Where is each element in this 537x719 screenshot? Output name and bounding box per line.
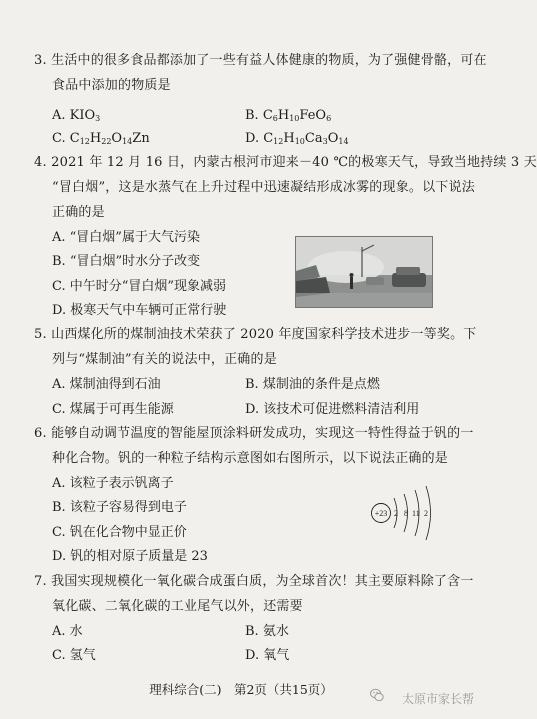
- q4-option-d: D. 极寒天气中车辆可正常行驶: [52, 303, 227, 318]
- q3-stem-line2: 食品中添加的物质是: [52, 78, 171, 93]
- q5-option-a: A. 煤制油得到石油: [52, 377, 161, 392]
- q6-option-c: C. 钒在化合物中显正价: [52, 525, 187, 540]
- q7-option-d: D. 氧气: [245, 648, 290, 663]
- q3-stem-line1: 3. 生活中的很多食品都添加了一些有益人体健康的物质，为了强健骨骼，可在: [34, 53, 487, 68]
- wechat-logo-icon: [370, 688, 384, 702]
- q4-stem-line3: 正确的是: [52, 205, 105, 220]
- shell-3-electrons: 11: [412, 509, 420, 518]
- q3-option-d: D. $C_{12}H_{10}Ca_3O_{14}$: [245, 131, 349, 146]
- page-footer: 理科综合(二) 第2页（共15页）: [149, 682, 333, 697]
- q6-option-b: B. 该粒子容易得到电子: [52, 500, 187, 515]
- q5-option-d: D. 该技术可促进燃料清洁利用: [245, 402, 420, 417]
- q5-stem-line1: 5. 山西煤化所的煤制油技术荣获了 2020 年度国家科学技术进步一等奖。下: [34, 327, 477, 342]
- q3-option-a: A. $KIO_3$: [52, 108, 101, 123]
- q6-option-d: D. 钒的相对原子质量是 23: [52, 549, 208, 564]
- shell-1-electrons: 2: [394, 509, 398, 518]
- nucleus-charge: +23: [374, 509, 388, 518]
- q5-stem-line2: 列与“煤制油”有关的说法中，正确的是: [52, 352, 277, 367]
- watermark-text: 太原市家长帮: [401, 692, 474, 706]
- q3-option-b: B. $C_6H_{10}FeO_6$: [245, 108, 332, 123]
- q4-option-a: A. “冒白烟”属于大气污染: [52, 230, 200, 245]
- vanadium-atom-structure-diagram: [370, 480, 440, 542]
- q6-stem-line1: 6. 能够自动调节温度的智能屋顶涂料研发成功，实现这一特性得益于钒的一: [34, 426, 474, 441]
- q7-option-c: C. 氢气: [52, 648, 96, 663]
- q5-option-b: B. 煤制油的条件是点燃: [245, 377, 380, 392]
- q6-option-a: A. 该粒子表示钒离子: [52, 476, 174, 491]
- q7-option-b: B. 氨水: [245, 624, 289, 639]
- q4-option-c: C. 中午时分“冒白烟”现象减弱: [52, 279, 227, 294]
- cold-weather-photo: [295, 236, 433, 308]
- q7-stem-line2: 氧化碳、二氧化碳的工业尾气以外，还需要: [52, 599, 303, 614]
- shell-4-electrons: 2: [424, 509, 428, 518]
- q4-option-b: B. “冒白烟”时水分子改变: [52, 254, 201, 269]
- street-scene-image: [296, 237, 432, 307]
- q4-stem-line1: 4. 2021 年 12 月 16 日，内蒙古根河市迎来－40 ℃的极寒天气，导致当地持续 3 天: [34, 155, 537, 170]
- q3-option-c: C. $C_{12}H_{22}O_{14}Zn$: [52, 131, 150, 146]
- shell-2-electrons: 8: [404, 509, 408, 518]
- q5-option-c: C. 煤属于可再生能源: [52, 402, 174, 417]
- q6-stem-line2: 种化合物。钒的一种粒子结构示意图如右图所示，以下说法正确的是: [52, 451, 449, 466]
- q4-stem-line2: “冒白烟”，这是水蒸气在上升过程中迅速凝结形成冰雾的现象。以下说法: [52, 180, 475, 195]
- q7-stem-line1: 7. 我国实现规模化一氧化碳合成蛋白质，为全球首次！其主要原料除了含一: [34, 574, 474, 589]
- q7-option-a: A. 水: [52, 624, 83, 639]
